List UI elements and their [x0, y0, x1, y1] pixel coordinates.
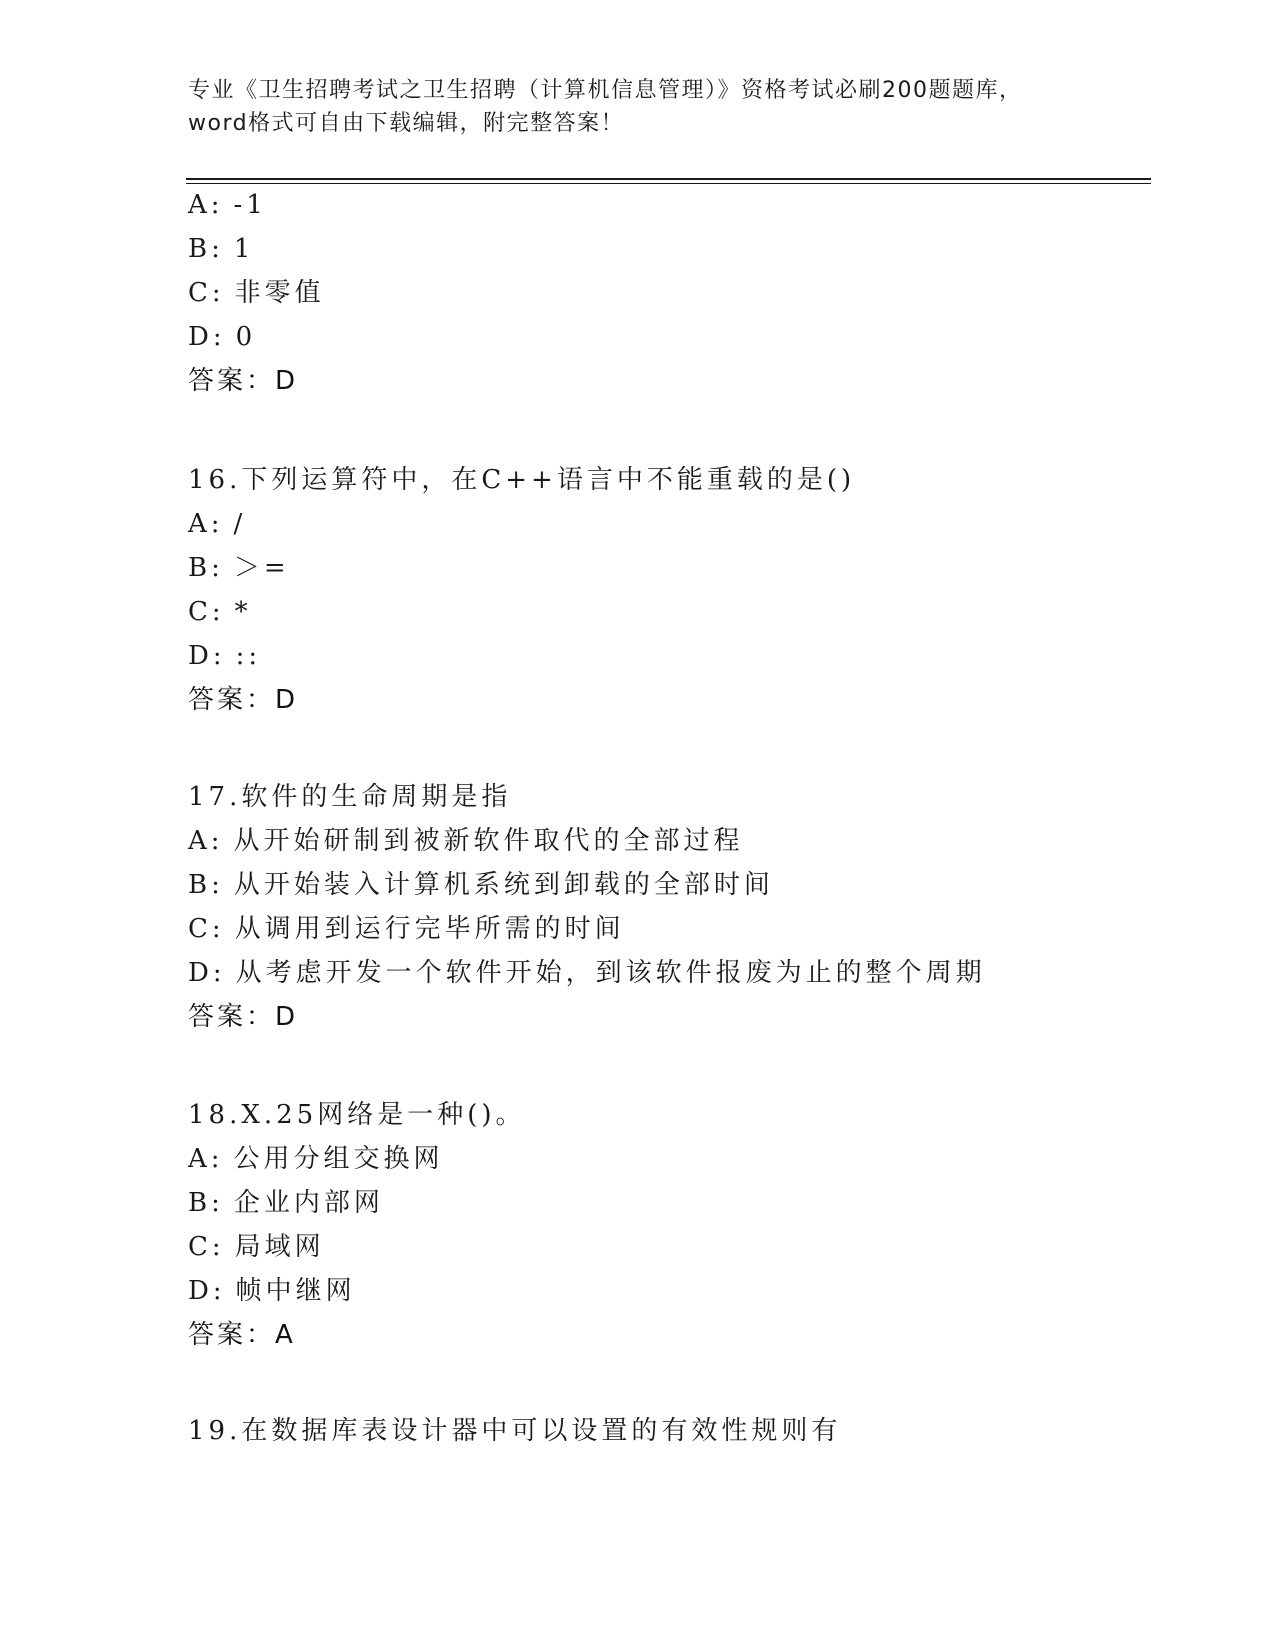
q16-option-b: B: ＞=	[188, 553, 290, 583]
q18-option-c: C: 局域网	[188, 1232, 325, 1262]
q17-option-c: C: 从调用到运行完毕所需的时间	[188, 914, 625, 944]
q15-option-d: D: 0	[188, 322, 257, 352]
header-line-1: 专业《卫生招聘考试之卫生招聘（计算机信息管理）》资格考试必刷200题题库，	[188, 78, 1023, 103]
q16-question: 16.下列运算符中，在C++语言中不能重载的是()	[188, 465, 856, 495]
q18-answer: 答案：A	[188, 1320, 296, 1350]
q16-option-a: A: /	[188, 509, 247, 539]
q15-option-a: A: -1	[188, 190, 267, 220]
q17-question: 17.软件的生命周期是指	[188, 782, 512, 812]
q18-question: 18.X.25网络是一种()。	[188, 1100, 526, 1130]
q16-option-d: D: ::	[188, 641, 262, 671]
q16-answer: 答案：D	[188, 685, 299, 715]
document-header	[188, 74, 1088, 140]
q18-option-d: D: 帧中继网	[188, 1276, 356, 1306]
header-line-2: word格式可自由下载编辑，附完整答案！	[188, 111, 625, 136]
q17-option-b: B: 从开始装入计算机系统到卸载的全部时间	[188, 870, 774, 900]
q18-option-a: A: 公用分组交换网	[188, 1144, 444, 1174]
q19-question: 19.在数据库表设计器中可以设置的有效性规则有	[188, 1416, 842, 1446]
q16-option-c: C: *	[188, 597, 252, 627]
q17-option-a: A: 从开始研制到被新软件取代的全部过程	[188, 826, 744, 856]
header-divider-thin	[186, 183, 1151, 184]
q18-option-b: B: 企业内部网	[188, 1188, 384, 1218]
q17-answer: 答案：D	[188, 1002, 299, 1032]
q17-option-d: D: 从考虑开发一个软件开始，到该软件报废为止的整个周期	[188, 958, 986, 988]
q15-option-c: C: 非零值	[188, 278, 325, 308]
q15-option-b: B: 1	[188, 234, 255, 264]
header-divider-thick	[186, 178, 1151, 180]
q15-answer: 答案：D	[188, 366, 299, 396]
